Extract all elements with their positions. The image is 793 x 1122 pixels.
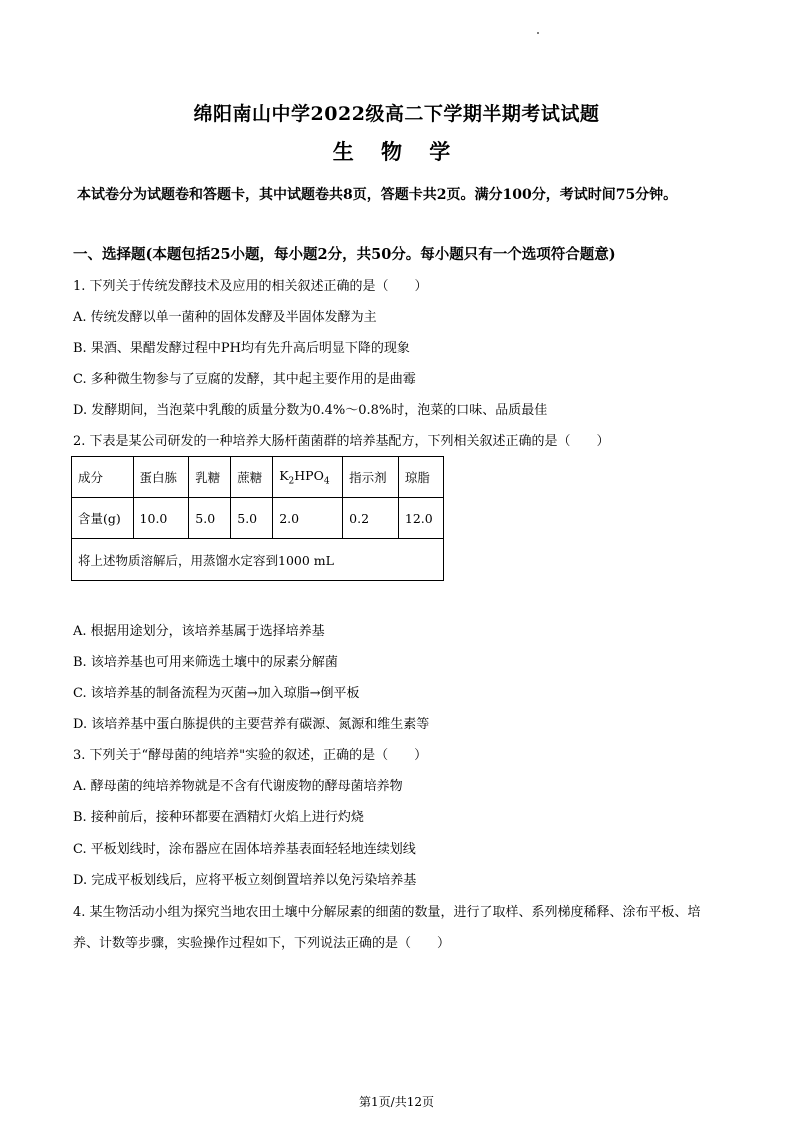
table-row bbox=[72, 498, 444, 539]
question-1-stem: 1. 下列关于传统发酵技术及应用的相关叙述正确的是（ ） bbox=[73, 279, 428, 294]
question-1-option-a: A. 传统发酵以单一菌种的固体发酵及半固体发酵为主 bbox=[73, 310, 377, 325]
question-1-option-d: D. 发酵期间，当泡菜中乳酸的质量分数为0.4%～0.8%时，泡菜的口味、品质最佳 bbox=[73, 403, 548, 418]
table-cell: 2.0 bbox=[273, 498, 343, 539]
page-number: 第1页/共12页 bbox=[359, 1095, 434, 1109]
scan-dot bbox=[537, 32, 539, 34]
table-cell: 5.0 bbox=[189, 498, 231, 539]
formula-subscript: 4 bbox=[323, 476, 330, 487]
subject-title: 生 物 学 bbox=[332, 139, 461, 164]
table-row-label: 含量(g) bbox=[72, 498, 134, 539]
table-cell: 10.0 bbox=[133, 498, 189, 539]
formula-subscript: 2 bbox=[288, 476, 295, 487]
question-2-option-b: B. 该培养基也可用来筛选土壤中的尿素分解菌 bbox=[73, 655, 338, 670]
question-2-option-c: C. 该培养基的制备流程为灭菌→加入琼脂→倒平板 bbox=[73, 686, 360, 701]
table-header-cell: 琼脂 bbox=[398, 457, 443, 498]
question-4-stem: 4. 某生物活动小组为探究当地农田土壤中分解尿素的细菌的数量，进行了取样、系列梯度稀释、涂布平板、培养、计数等步骤，实验操作过程如下，下列说法正确的是（ ） bbox=[73, 905, 701, 951]
question-1-option-b: B. 果酒、果醋发酵过程中PH均有先升高后明显下降的现象 bbox=[73, 341, 410, 356]
table-header-cell: 成分 bbox=[72, 457, 134, 498]
table-cell: 5.0 bbox=[231, 498, 273, 539]
table-header-row bbox=[72, 457, 444, 498]
table-header-cell: 蔗糖 bbox=[231, 457, 273, 498]
table-cell: 0.2 bbox=[343, 498, 399, 539]
question-3-stem: 3. 下列关于“酵母菌的纯培养"实验的叙述，正确的是（ ） bbox=[73, 748, 428, 763]
question-2-option-d: D. 该培养基中蛋白胨提供的主要营养有碳源、氮源和维生素等 bbox=[73, 717, 430, 732]
question-2-option-a: A. 根据用途划分，该培养基属于选择培养基 bbox=[73, 624, 325, 639]
question-2-stem: 2. 下表是某公司研发的一种培养大肠杆菌菌群的培养基配方，下列相关叙述正确的是（ ） bbox=[73, 434, 610, 449]
question-1-option-c: C. 多种微生物参与了豆腐的发酵，其中起主要作用的是曲霉 bbox=[73, 372, 416, 387]
table-header-cell: 指示剂 bbox=[343, 457, 399, 498]
question-3-option-b: B. 接种前后，接种环都要在酒精灯火焰上进行灼烧 bbox=[73, 810, 364, 825]
page-title: 绵阳南山中学2022级高二下学期半期考试试题 bbox=[193, 103, 600, 125]
table-note: 将上述物质溶解后，用蒸馏水定容到1000 mL bbox=[72, 539, 444, 581]
question-3-option-c: C. 平板划线时，涂布器应在固体培养基表面轻轻地连续划线 bbox=[73, 842, 416, 857]
table-cell: 12.0 bbox=[398, 498, 443, 539]
question-3-option-d: D. 完成平板划线后，应将平板立刻倒置培养以免污染培养基 bbox=[73, 873, 417, 888]
section-heading: 一、选择题(本题包括25小题，每小题2分，共50分。每小题只有一个选项符合题意) bbox=[73, 246, 616, 263]
table-note-row bbox=[72, 539, 444, 581]
formula-part: K bbox=[279, 467, 289, 483]
table-header-cell: 蛋白胨 bbox=[133, 457, 189, 498]
table-header-cell: 乳糖 bbox=[189, 457, 231, 498]
formula-part: HPO bbox=[294, 467, 324, 483]
medium-recipe-table bbox=[71, 456, 444, 581]
table-header-cell-k2hpo4 bbox=[273, 457, 343, 498]
exam-instructions: 本试卷分为试题卷和答题卡，其中试题卷共8页，答题卡共2页。满分100分，考试时间75分钟。 bbox=[77, 187, 678, 203]
question-3-option-a: A. 酵母菌的纯培养物就是不含有代谢废物的酵母菌培养物 bbox=[73, 779, 403, 794]
